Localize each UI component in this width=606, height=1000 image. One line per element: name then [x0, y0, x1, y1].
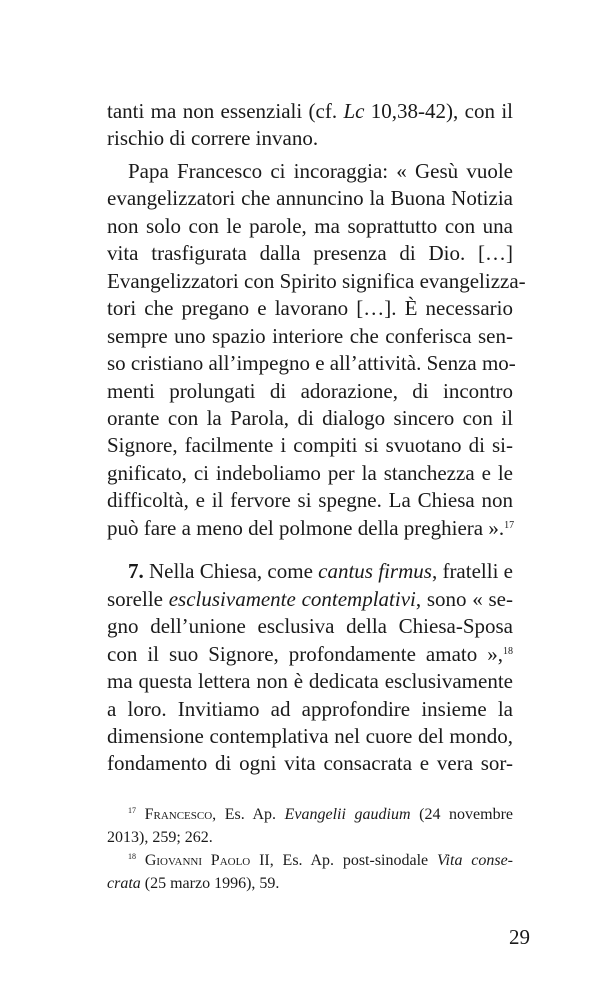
text-line	[107, 696, 513, 723]
text-segment: evangelizzatori che annuncino la Buona Notizia	[107, 186, 513, 211]
text-segment: orante con la Parola, di dialogo sincero con il	[107, 405, 513, 430]
text-line	[107, 295, 513, 322]
text-segment: cantus firmus	[318, 559, 432, 584]
text-line	[107, 158, 513, 185]
text-line	[107, 515, 513, 542]
text-line	[107, 213, 513, 240]
text-line	[107, 323, 513, 350]
text-segment	[136, 852, 145, 869]
text-segment: può fare a meno del polmone della preghiera ».	[107, 515, 505, 540]
text-segment: dimensione contemplativa nel cuore del mondo,	[107, 723, 513, 748]
body-text	[107, 98, 526, 778]
text-segment: sempre uno spazio interiore che conferisca sen-	[107, 323, 513, 348]
text-line	[107, 268, 526, 295]
text-line	[107, 613, 513, 640]
text-line	[107, 405, 513, 432]
text-segment: ma questa lettera non è dedicata esclusivamente	[107, 669, 513, 694]
footnote-line	[107, 872, 513, 895]
text-segment: Evangelizzatori con Spirito significa evangelizza-	[107, 268, 526, 293]
text-segment: , sono « se-	[415, 586, 513, 611]
text-segment: non solo con le parole, ma soprattutto con una	[107, 213, 513, 238]
text-segment: so cristiano all’impegno e all’attività. Senza mo-	[107, 351, 516, 376]
text-segment: esclusivamente contemplativi	[168, 586, 416, 611]
text-segment: difficoltà, e il fervore si spegne. La Chiesa non	[107, 488, 513, 513]
text-segment: Signore, facilmente i compiti si svuotano di si-	[107, 433, 513, 458]
text-line	[107, 668, 513, 695]
text-line	[107, 125, 513, 152]
text-segment: menti prolungati di adorazione, di incontro	[107, 378, 513, 403]
footnote-reference: 17	[128, 806, 136, 815]
text-segment: II, Es. Ap. post-sinodale	[250, 852, 437, 869]
footnote-line	[107, 826, 513, 849]
footnote-line	[107, 849, 513, 872]
text-segment: tori che pregano e lavorano […]. È necessario	[107, 296, 513, 321]
text-segment: (25 marzo 1996), 59.	[140, 875, 280, 892]
paragraph-gap	[107, 542, 513, 558]
text-line	[107, 240, 513, 267]
footnotes	[107, 803, 513, 895]
text-line	[107, 350, 516, 377]
text-segment: 2013), 259; 262.	[107, 829, 213, 846]
text-segment: fondamento di ogni vita consacrata e vera sor-	[107, 751, 513, 776]
text-segment: rischio di correre invano.	[107, 126, 319, 151]
text-segment: (24 novembre	[410, 806, 514, 823]
text-segment: Evangelii gaudium	[284, 806, 411, 823]
text-line	[107, 432, 513, 459]
text-segment	[136, 806, 145, 823]
text-segment: crata	[107, 875, 141, 892]
page-number: 29	[509, 925, 530, 949]
footnote-reference: 18	[128, 852, 136, 861]
text-line	[107, 750, 513, 777]
text-line	[107, 185, 513, 212]
text-segment: vita trasfigurata dalla presenza di Dio. […]	[107, 241, 513, 266]
footnote-reference: 18	[503, 645, 513, 657]
footnote-reference: 17	[504, 519, 515, 531]
text-segment: sorelle	[107, 586, 169, 611]
footnote-line	[107, 803, 513, 826]
text-segment: gnificato, ci indeboliamo per la stanchezza e le	[107, 460, 513, 485]
text-segment: 7.	[128, 559, 144, 584]
text-segment: Papa Francesco ci incoraggia: « Gesù vuole	[128, 158, 513, 183]
text-segment: Lc	[343, 99, 365, 123]
text-segment: gno dell’unione esclusiva della Chiesa-Sposa	[107, 614, 513, 639]
text-segment: tanti ma non essenziali (cf.	[107, 99, 344, 123]
text-segment: con il suo Signore, profondamente amato »,	[107, 641, 503, 666]
text-segment: Nella Chiesa, come	[143, 559, 319, 584]
text-segment: Francesco	[144, 806, 213, 823]
text-segment: Vita conse-	[436, 852, 514, 869]
text-segment: 10,38-42), con il	[364, 99, 513, 123]
text-line	[107, 487, 513, 514]
text-line	[107, 98, 513, 125]
text-line	[107, 558, 513, 585]
text-segment: a loro. Invitiamo ad approfondire insieme la	[107, 696, 513, 721]
text-segment: , Es. Ap.	[212, 806, 285, 823]
text-line	[107, 460, 513, 487]
text-line	[107, 641, 513, 668]
text-line	[107, 723, 513, 750]
text-segment: Giovanni Paolo	[144, 852, 251, 869]
text-segment: , fratelli e	[431, 559, 513, 584]
text-line	[107, 378, 513, 405]
text-line	[107, 586, 513, 613]
